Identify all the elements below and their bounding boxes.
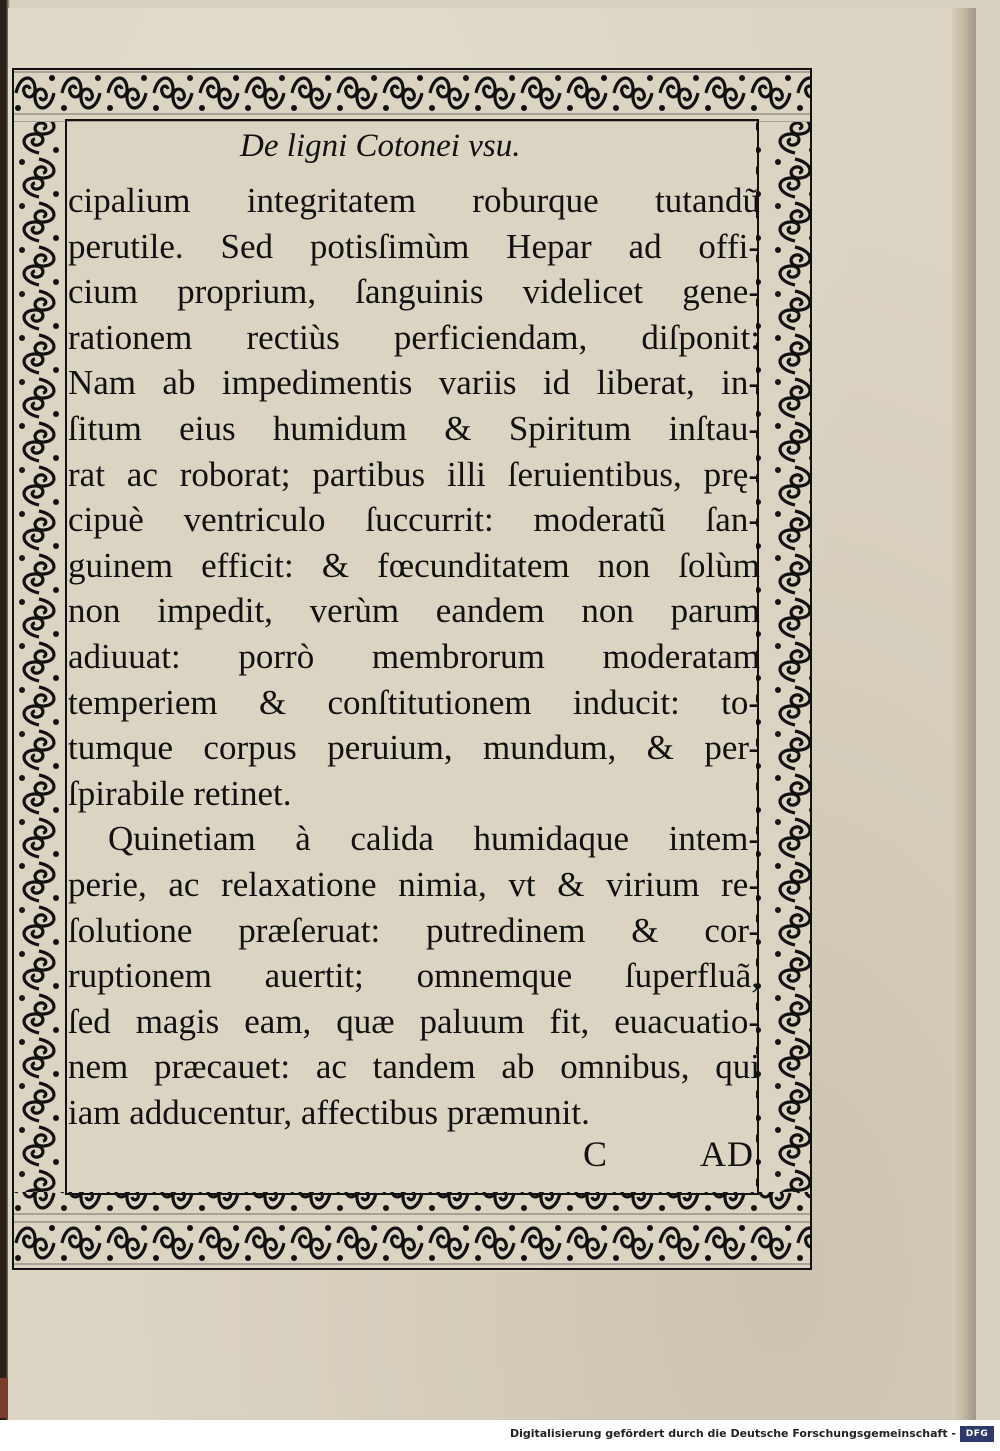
text-line: Quinetiam à calida humidaque intem- (108, 819, 760, 859)
text-line: perutile. Sed potisſimùm Hepar ad offi- (68, 226, 760, 266)
text-line: tumque corpus peruium, mundum, & per- (68, 728, 760, 768)
text-line: ſitum eius humidum & Spiritum inſtau- (68, 408, 760, 448)
dfg-logo: DFG (960, 1426, 994, 1442)
digitization-credit: Digitalisierung gefördert durch die Deutsche Forschungsgemeinschaft - (509, 1427, 956, 1440)
running-head: De ligni Cotonei vsu. (240, 128, 521, 164)
text-line: rat ac roborat; partibus illi ſeruientibus, prę- (68, 454, 760, 494)
text-line: rationem rectiùs perficiendam, diſponit: (68, 317, 760, 357)
text-line: temperiem & conſtitutionem inducit: to- (68, 682, 760, 722)
text-line: ſed magis eam, quæ paluum fit, euacuatio- (68, 1001, 760, 1041)
text-line: perie, ac relaxatione nimia, vt & virium re- (68, 864, 760, 904)
text-line: iam adducentur, affectibus præmunit. (68, 1092, 590, 1132)
signature-mark: C (583, 1134, 608, 1174)
text-line: Nam ab impedimentis variis id liberat, in- (68, 363, 760, 403)
text-line: ſolutione præſeruat: putredinem & cor- (68, 910, 760, 950)
text-line: ruptionem auertit; omnemque ſuperfluã, (68, 956, 760, 996)
text-line: cium proprium, ſanguinis videlicet gene- (68, 272, 760, 312)
catchword: AD (700, 1134, 754, 1174)
text-line: guinem efficit: & fœcunditatem non ſolùm (68, 545, 760, 585)
text-line: nem præcauet: ac tandem ab omnibus, qui (68, 1047, 760, 1087)
text-line: non impedit, verùm eandem non parum (68, 591, 760, 631)
text-line: cipalium integritatem roburque tutandũ (68, 181, 760, 220)
page-edge (952, 8, 976, 1420)
text-line: ſpirabile retinet. (68, 773, 292, 813)
text-line: adiuuat: porrò membrorum moderatam (68, 636, 760, 676)
text-line: cipuè ventriculo ſuccurrit: moderatũ ſan- (68, 500, 760, 540)
body-text (68, 178, 768, 1135)
